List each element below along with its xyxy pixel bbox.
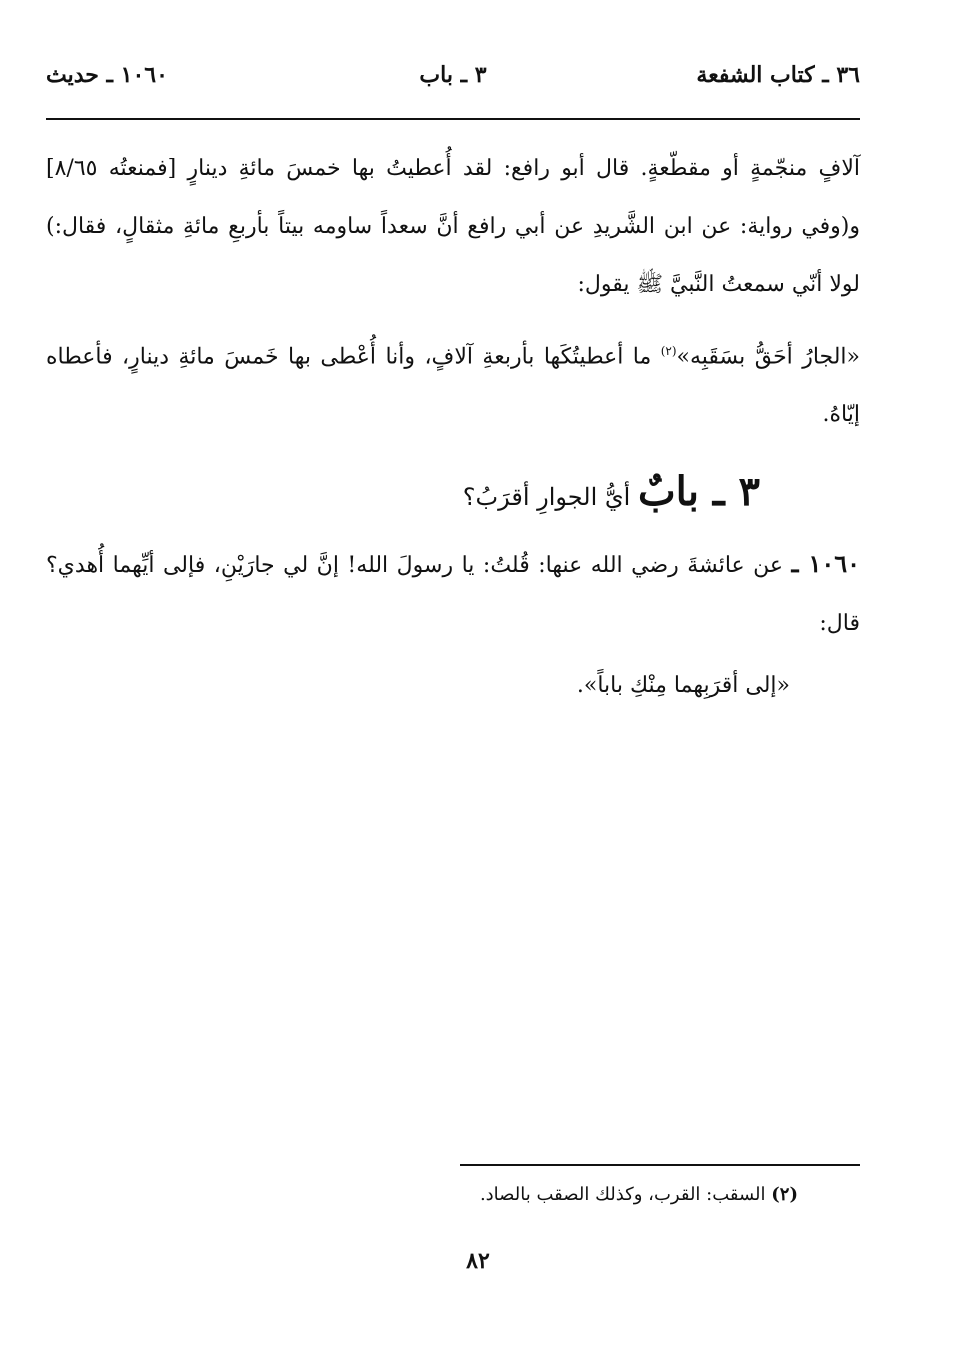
chapter-title: أيُّ الجوارِ أقرَبُ؟ [462, 483, 638, 512]
footnote-reference: (٢) [660, 344, 677, 358]
running-head [46, 62, 860, 102]
footnote [380, 1184, 798, 1205]
page-number: ٨٢ [466, 1248, 490, 1274]
footnote-divider [460, 1164, 860, 1166]
footnote-marker: (٢) [771, 1184, 798, 1205]
chapter-heading [46, 462, 760, 529]
quote-continuation: ما أعطيتُكَها بأربعةِ آلافٍ، وأنا أُعْطى بها خَمسَ مائةِ دينارٍ، فأعطاه إيّاهُ. [46, 344, 860, 428]
footnote-text: السقب: القرب، وكذلك الصقب بالصاد. [479, 1184, 772, 1205]
running-head-chapter: ٣ ـ باب [419, 62, 487, 88]
running-head-book-title: ٣٦ ـ كتاب الشفعة [696, 62, 860, 88]
hadith-quote: «إلى أقرَبِهما مِنْكِ باباً». [576, 673, 790, 699]
quote-text: «الجارُ أحَقُّ بسَقَبِه» [676, 344, 860, 370]
hadith-text: عن عائشةَ رضي الله عنها: قُلتُ: يا رسولَ الله! إنَّ لي جارَيْنِ، فإلى أيِّهما أُهدي؟ قال: [46, 553, 860, 637]
paragraph-prophetic-quote [46, 322, 860, 444]
chapter-number: ٣ ـ بابٌ [637, 468, 760, 516]
paragraph-narration: آلافٍ منجّمةٍ أو مقطّعةٍ. قال أبو رافع: لقد أُعطيتُ بها خمسَ مائةِ دينارٍ [فمنعتُه ٨/٦٥] و(وفي رواية: عن ابن الشَّريدِ عن أبي رافع أنَّ سعداً ساومه بيتاً بأربعِ مائةِ مثقالٍ، فقال:) لولا أنّي سمعتُ النَّبيَّ ﷺ يقول: [46, 156, 860, 297]
running-head-hadith-number: ١٠٦٠ ـ حديث [46, 62, 168, 88]
hadith-number: ١٠٦٠ ـ [791, 549, 861, 579]
header-divider [46, 118, 860, 120]
hadith-paragraph [46, 535, 860, 653]
main-text [46, 140, 860, 715]
